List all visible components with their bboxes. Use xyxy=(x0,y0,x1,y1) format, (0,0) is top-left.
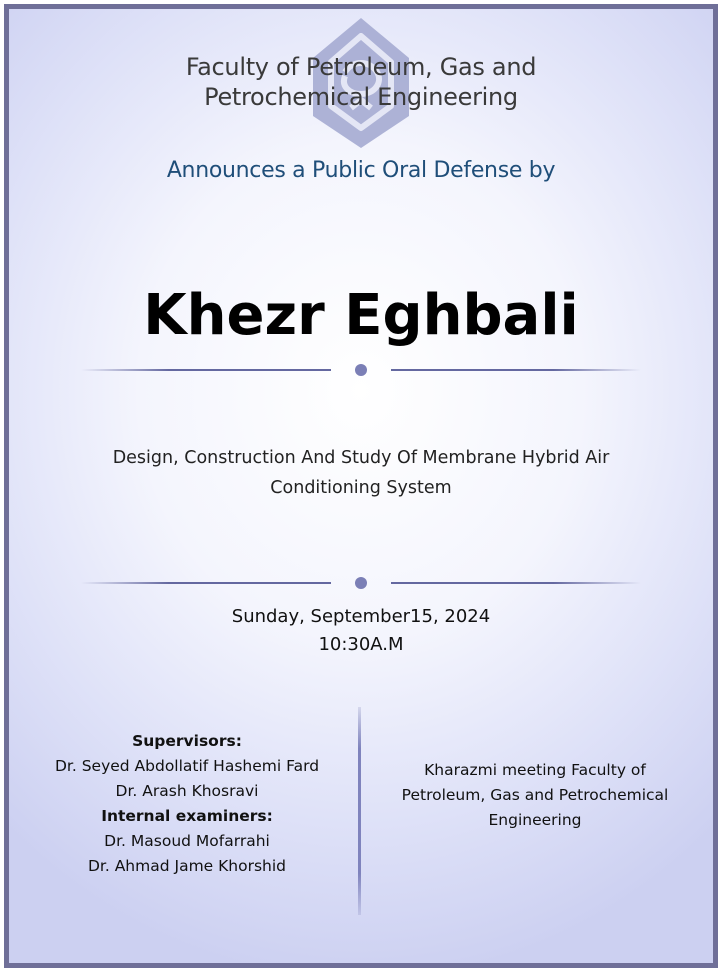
venue-line: Kharazmi meeting Faculty of xyxy=(424,761,646,779)
venue-line: Engineering xyxy=(488,811,582,829)
faculty-name-line-2: Petrochemical Engineering xyxy=(204,83,518,111)
divider-dot xyxy=(355,364,367,376)
examiners-label: Internal examiners: xyxy=(101,807,273,825)
thesis-title-line-1: Design, Construction And Study Of Membrane Hybrid Air xyxy=(112,448,610,468)
supervisor-name: Dr. Seyed Abdollatif Hashemi Fard xyxy=(54,757,320,775)
divider-middle xyxy=(81,576,641,590)
announcement-text: Announces a Public Oral Defense by xyxy=(166,158,556,183)
defense-poster xyxy=(4,4,718,968)
divider-line-left xyxy=(81,369,331,371)
committee-block xyxy=(27,729,347,879)
faculty-name-line-1: Faculty of Petroleum, Gas and xyxy=(185,53,537,81)
venue-block xyxy=(375,758,695,833)
defense-time: 10:30A.M xyxy=(318,634,404,655)
divider-line-right xyxy=(391,582,641,584)
column-divider xyxy=(358,707,361,915)
examiner-name: Dr. Masoud Mofarrahi xyxy=(104,832,270,850)
divider-dot xyxy=(355,577,367,589)
examiner-name: Dr. Ahmad Jame Khorshid xyxy=(87,857,287,875)
candidate-name: Khezr Eghbali xyxy=(143,283,579,348)
divider-line-right xyxy=(391,369,641,371)
thesis-title-line-2: Conditioning System xyxy=(270,478,452,498)
venue-line: Petroleum, Gas and Petrochemical xyxy=(401,786,669,804)
divider-top xyxy=(81,363,641,377)
supervisor-name: Dr. Arash Khosravi xyxy=(115,782,259,800)
supervisors-label: Supervisors: xyxy=(132,732,242,750)
divider-line-left xyxy=(81,582,331,584)
defense-date: Sunday, September15, 2024 xyxy=(231,606,491,627)
university-emblem-icon xyxy=(305,12,417,152)
